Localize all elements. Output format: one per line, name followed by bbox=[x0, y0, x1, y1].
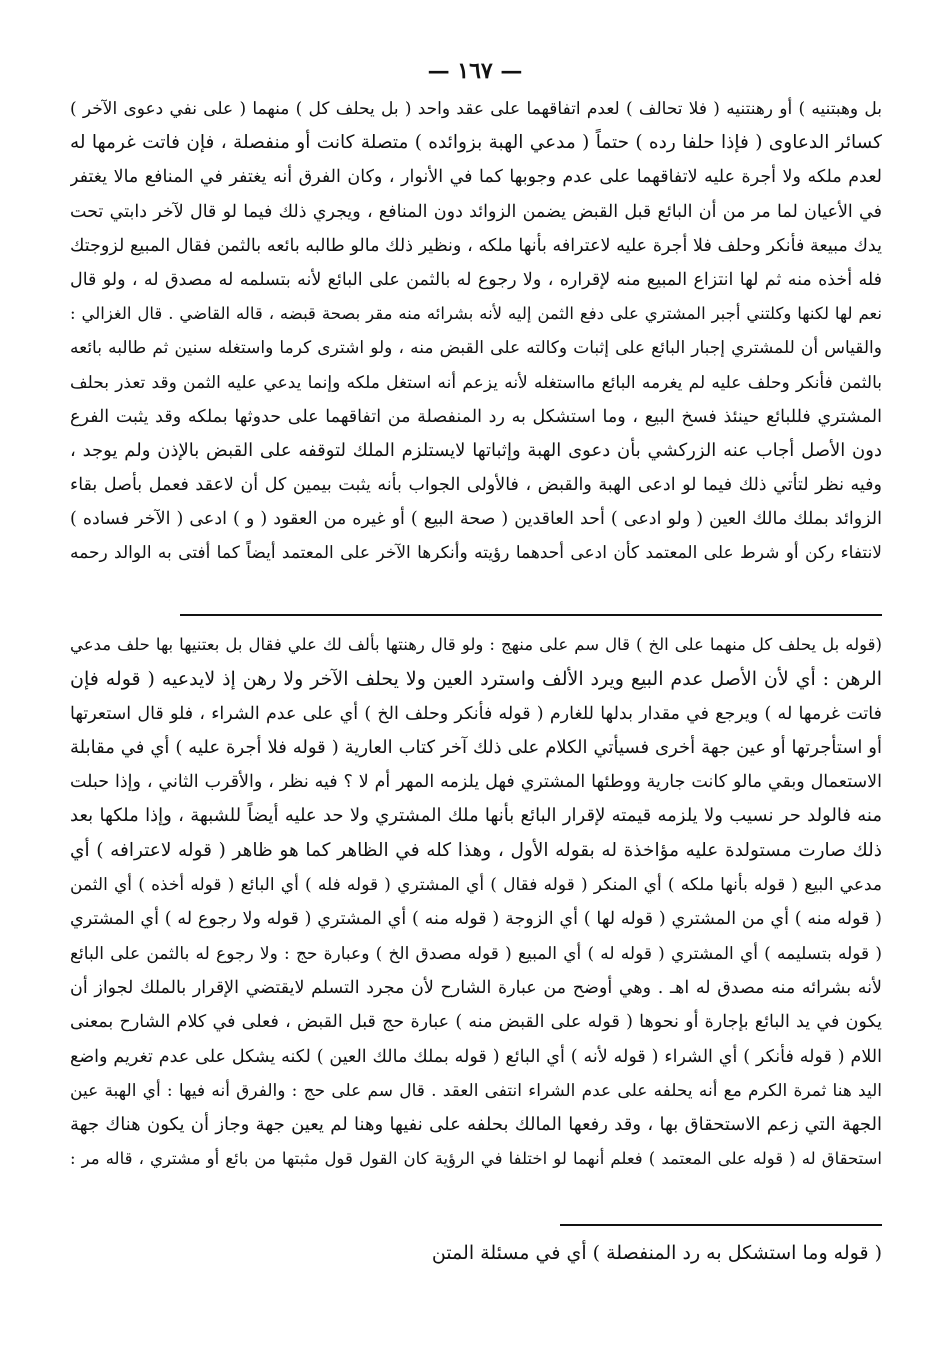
commentary-line: اللام ( قوله فأنكر ) أي الشراء ( قوله لأنه ) أي البائع ( قوله بملك مالك العين ) لكنه يشكل على عدم تغريم واضع bbox=[70, 1046, 882, 1067]
commentary-line: مدعي البيع ( قوله بأنها ملكه ) أي المنكر ( قوله فقال ) أي المشتري ( قوله فله ) أي البائع ( قوله أخذه ) أي الثمن bbox=[70, 875, 882, 896]
main-text-line: وفيه نظر لتأتي ذلك فيما لو ادعى الهبة والقبض ، فالأولى الجواب بأنه يثبت بيمين كل أن لاعقد فعمل بأصل بقاء bbox=[70, 475, 882, 496]
commentary-line: يكون في يد البائع بإجارة أو نحوها ( قوله على القبض منه ) عبارة حج قبل القبض ، فعلى في كلام الشارح بمعنى bbox=[70, 1012, 882, 1033]
main-text bbox=[70, 92, 882, 571]
commentary-line: ذلك صارت مستولدة عليه مؤاخذة له بقوله الأول ، وهذا كله في الظاهر كما هو ظاهر ( قوله لاعترافه ) أي bbox=[70, 839, 882, 861]
main-text-line: بل وهبتنيه ) أو رهنتنيه ( فلا تحالف ) لعدم اتفاقهما على عقد واحد ( بل يحلف كل ) منهما ( على نفي دعوى الآخر ) bbox=[70, 99, 882, 119]
commentary-line: منه فالولد حر نسيب ولا يلزمه قيمته لإقرار البائع بأنها ملك المشتري ولا حد عليه أيضاً للشبهة ، وإذا ملكها بعد bbox=[70, 805, 882, 827]
main-text-line: كسائر الدعاوى ( فإذا حلفا رده ) حتماً ( مدعي الهبة بزوائده ) متصلة كانت أو منفصلة ، فإن فاتت غرمها له bbox=[70, 132, 882, 154]
main-text-line: المشتري فللبائع حينئذ فسخ البيع ، وما استشكل به رد المنفصلة من اتفاقهما على حدوثها بملكه وقد يثبت الفرع bbox=[70, 406, 882, 427]
footnote-separator-rule bbox=[560, 1224, 882, 1226]
commentary-line: الجهة التي زعم الاستحقاق بها ، وقد رفعها المالك بحلفه على نفيها وهنا لم يعين جهة وجاز أن يكون هناك جهة bbox=[70, 1114, 882, 1136]
commentary-line: لأنه بشرائه منه مصدق له اهـ . وهي أوضح من عبارة الشارح لأن مجرد التسلم لايقتضي الإقرار بالملك لجواز أن bbox=[70, 977, 882, 998]
commentary-line: ( قوله بتسليمه ) أي المشتري ( قوله له ) أي المبيع ( قوله مصدق الخ ) وعبارة حج : ولا رجوع له بالثمن على البائع bbox=[70, 943, 882, 964]
commentary-line: الاستعمال وبقي مالو كانت جارية ووطئها المشتري فهل يلزمه المهر أم لا ؟ فيه نظر ، والأقرب الثاني ، وإذا حبلت bbox=[70, 772, 882, 793]
commentary-line: (قوله بل يحلف كل منهما على الخ ) قال سم على منهج : ولو قال رهنتها بألف لك علي فقال بل بعتنيها بها حلف مدعي bbox=[70, 635, 882, 654]
commentary-text bbox=[70, 628, 882, 1177]
commentary-line: استحقاق له ( قوله على المعتمد ) فعلم أنهما لو اختلفا في الرؤية كان القول قول مثبتها من بائع أو مشتري ، قاله مر : bbox=[70, 1149, 882, 1169]
main-text-line: الزوائد بملك مالك العين ( ولو ادعى ) أحد العاقدين ( صحة البيع ) أو غيره من العقود ( و ) ادعى ( الآخر فساده ) bbox=[70, 509, 882, 530]
main-text-line: لانتفاء ركن أو شرط على المعتمد كأن ادعى أحدهما رؤيته وأنكرها الآخر على المعتمد أيضاً كما أفتى به الوالد رحمه bbox=[70, 543, 882, 564]
main-text-line: لعدم ملكه ولا أجرة عليه لاتفاقهما على عدم وجوبها كما في الأنوار ، وكان الفرق أنه يغتفر في المنافع مالا يغتفر bbox=[70, 167, 882, 188]
commentary-line: أو استأجرتها أو عين جهة أخرى فسيأتي الكلام على ذلك آخر كتاب العارية ( قوله فلا أجرة عليه ) أي في مقابلة bbox=[70, 736, 882, 758]
footnote: ( قوله وما استشكل به رد المنفصلة ) أي في مسئلة المتن bbox=[431, 1242, 882, 1264]
main-text-line: بالثمن فأنكر وحلف عليه لم يغرمه البائع مااستغله لأنه يزعم أنه استغل ملكه وإنما يدعي عليه الثمن وقد تعذر بحلف bbox=[70, 372, 882, 393]
main-text-line: في الأعيان لما مر من أن البائع قبل القبض يضمن الزوائد دون المنافع ، ويجري ذلك فيما لو قال لآخر دابتي تحت bbox=[70, 201, 882, 222]
commentary-line: فاتت غرمها له ) ويرجع في مقدار بدلها للغارم ( قوله فأنكر وحلف الخ ) أي على عدم الشراء ، فلو قال استعرتها bbox=[70, 703, 882, 724]
main-text-line: دون الأصل أجاب عنه الزركشي بأن دعوى الهبة وإثباتها لايستلزم الملك لتوقفه على القبض بالإذن ولم يوجد ، bbox=[70, 439, 882, 461]
commentary-line: ( قوله منه ) أي من المشتري ( قوله لها ) أي الزوجة ( قوله منه ) أي المشتري ( قوله ولا رجوع له ) أي المشتري bbox=[70, 909, 882, 930]
main-text-line: يدك مبيعة فأنكر وحلف فلا أجرة عليه لاعترافه بأنها ملكه ، ونظير ذلك مالو طالبه بائعه بالثمن فقال المبيع لزوجتك bbox=[70, 235, 882, 256]
main-text-line: فله أخذه منه ثم لها انتزاع المبيع منه لإقراره ، ولا رجوع له بالثمن على البائع لأنه بتسلمه له مصدق له ، ولو قال bbox=[70, 269, 882, 290]
main-text-line: والقياس أن للمشتري إجبار البائع على إثبات وكالته على القبض منه ، ولو اشترى كرما واستغله سنين ثم طالبه بائعه bbox=[70, 338, 882, 359]
commentary-line: الرهن : أي لأن الأصل عدم البيع ويرد الألف واسترد العين ولا يحلف الآخر ولا رهن إذ لايدعيه ( قوله فإن bbox=[70, 668, 882, 691]
commentary-line: اليد هنا ثمرة الكرم مع أنه يحلفه على عدم الشراء انتفى العقد . قال سم على حج : والفرق أنه فيها : أي الهبة عين bbox=[70, 1080, 882, 1101]
separator-rule bbox=[180, 614, 882, 616]
main-text-line: نعم لها لكنها وكلتني أجبر المشتري على دفع الثمن إليه لأنه بشرائه منه مقر بصحة قبضه ، قاله القاضي . قال الغزالي : bbox=[70, 304, 882, 324]
page-number: — ١٦٧ — bbox=[427, 58, 523, 84]
